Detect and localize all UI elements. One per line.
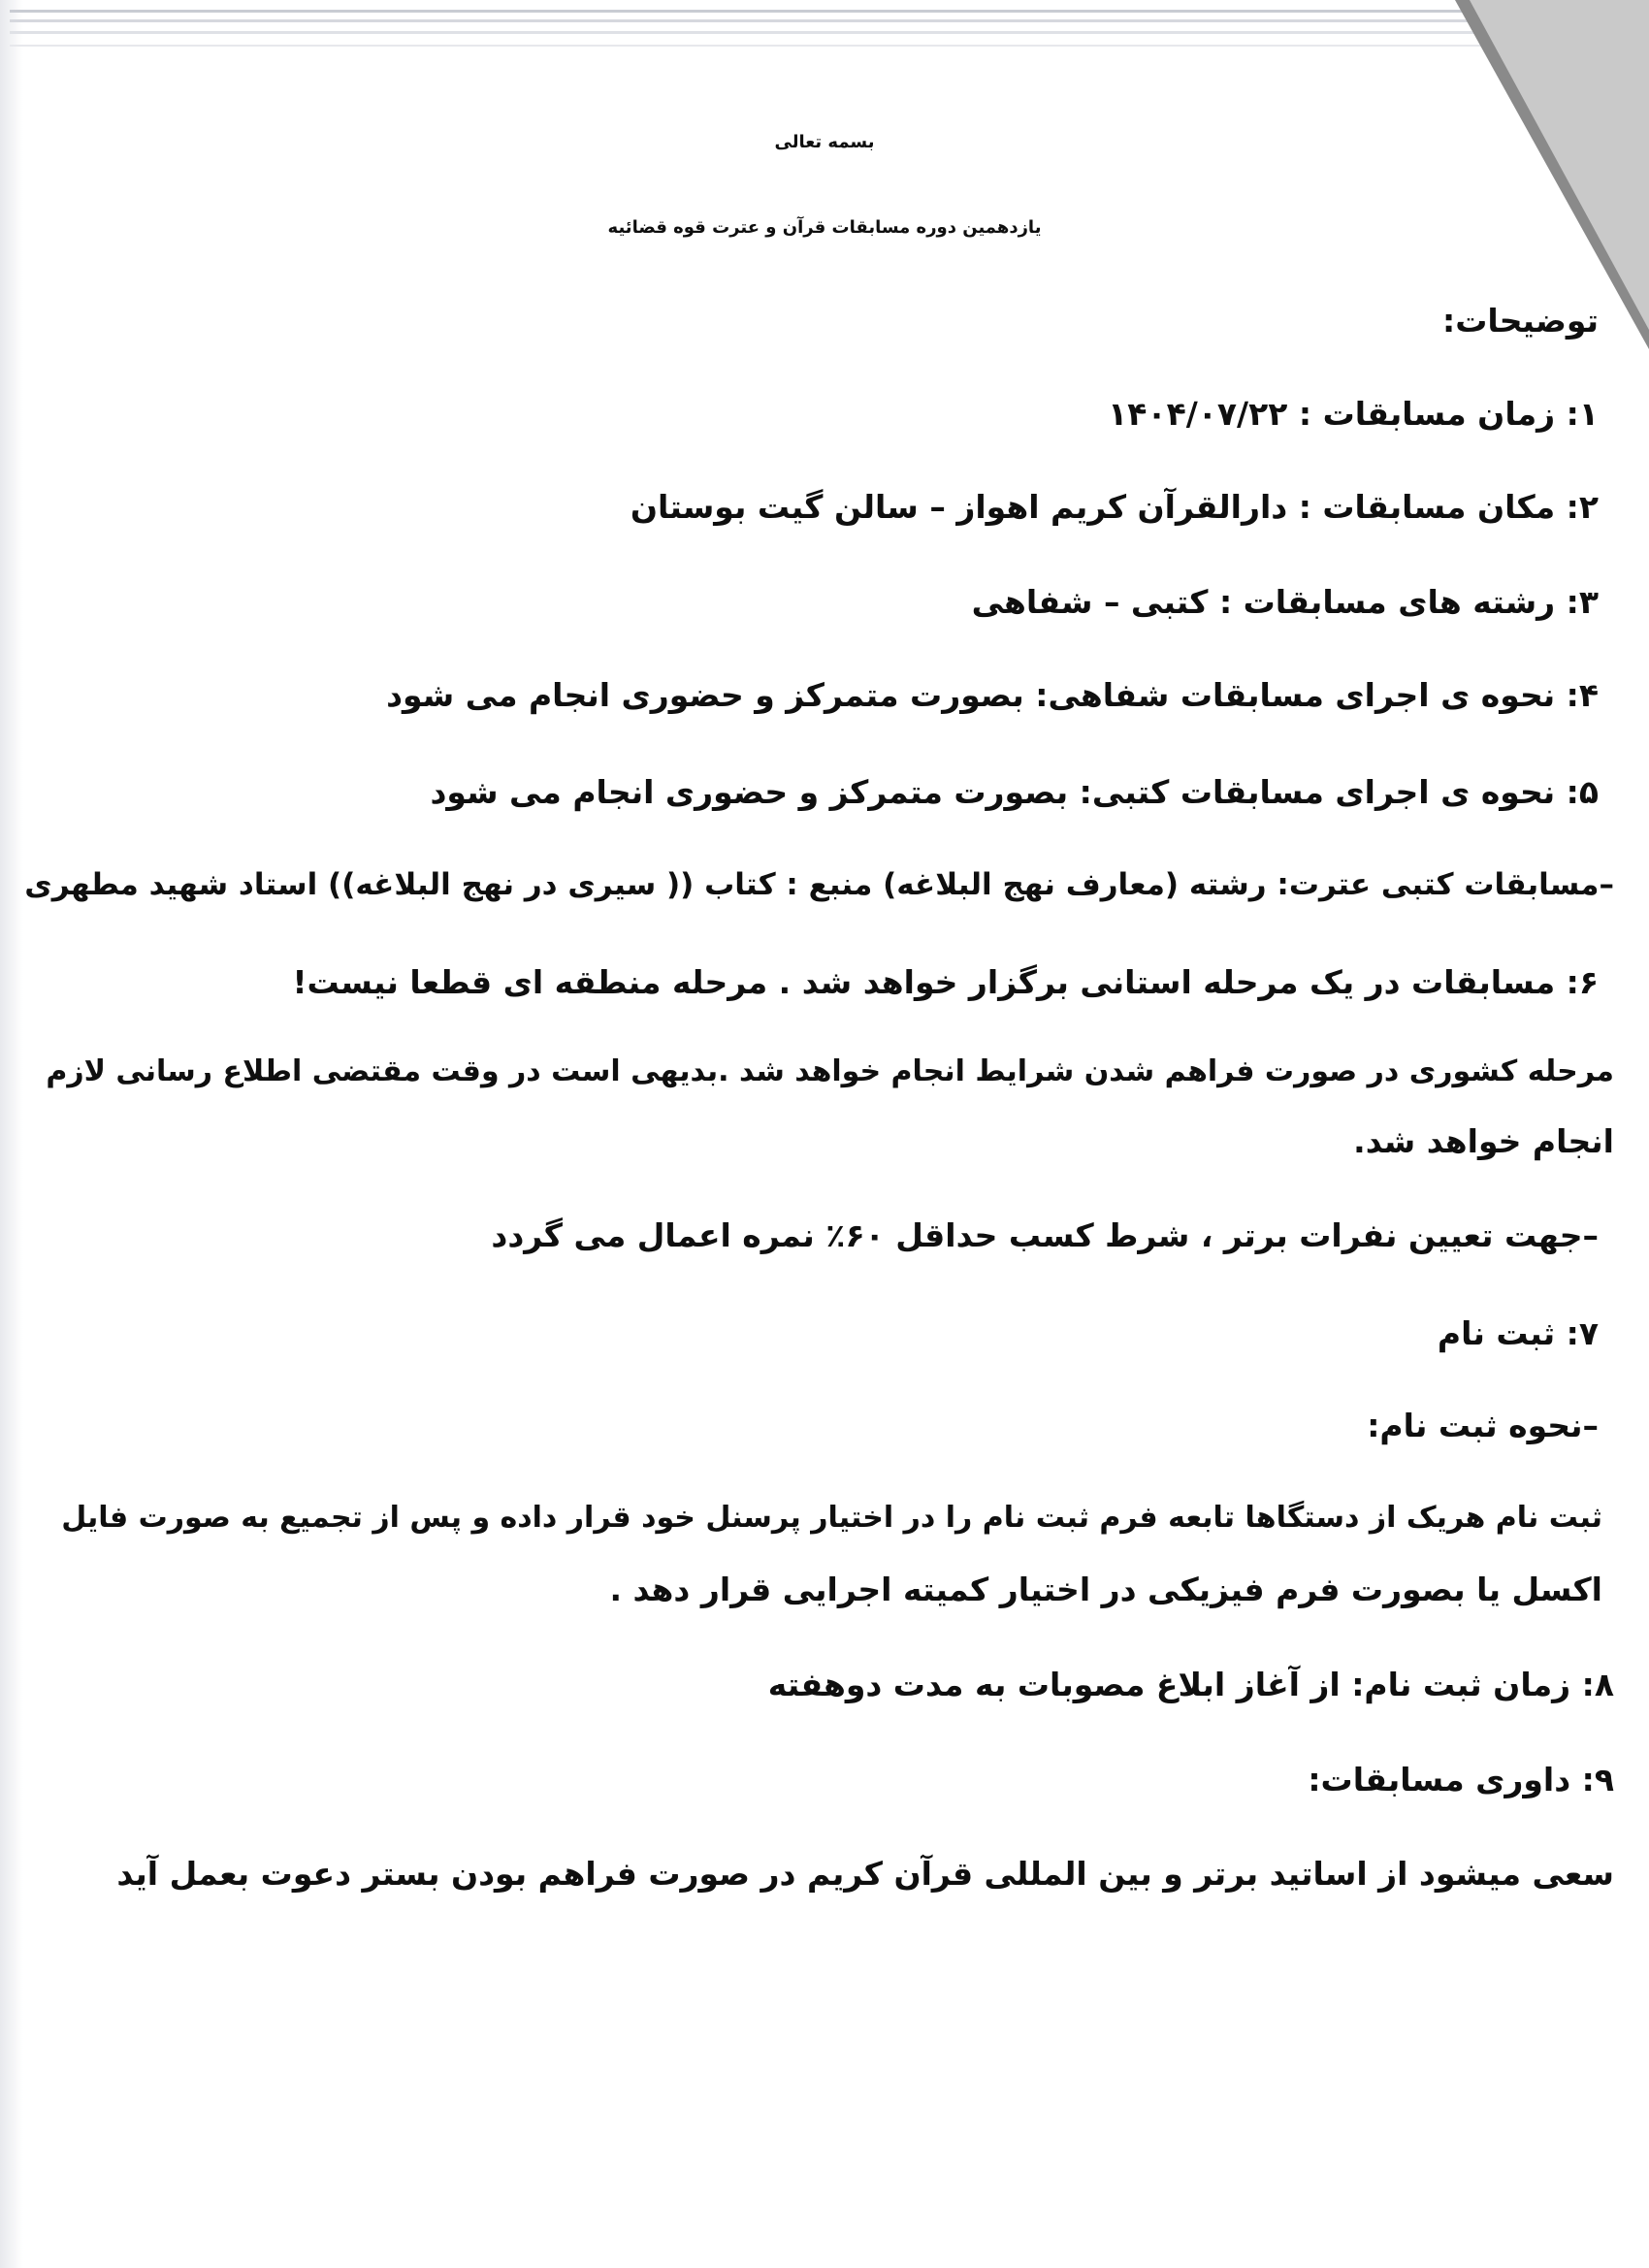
item-5-note-written-source: –مسابقات کتبی عترت: رشته (معارف نهج البلاغه) منبع : کتاب (( سیری در نهج البلاغه)) استاد شهید مطهری: [24, 867, 1614, 902]
item-4-oral-method: ۴: نحوه ی اجرای مسابقات شفاهی: بصورت متمرکز و حضوری انجام می شود: [386, 676, 1599, 714]
item-5-written-method: ۵: نحوه ی اجرای مسابقات کتبی: بصورت متمرکز و حضوری انجام می شود: [430, 773, 1599, 811]
item-6-national-stage: مرحله کشوری در صورت فراهم شدن شرایط انجام خواهد شد .بدیهی است در وقت مقتضی اطلاع رسانی لازم: [46, 1054, 1614, 1088]
item-2-location: ۲: مکان مسابقات : دارالقرآن کریم اهواز – سالن گیت بوستان: [630, 488, 1599, 526]
page-stack-edge: [10, 19, 1542, 22]
item-1-date: ۱: زمان مسابقات : ۱۴۰۴/۰۷/۲۲: [1108, 395, 1599, 433]
document-title: یازدهمین دوره مسابقات قرآن و عترت قوه قضائیه: [607, 217, 1042, 238]
page-left-shadow: [0, 0, 23, 2268]
folded-corner-inner: [1470, 0, 1649, 330]
item-6-stage: ۶: مسابقات در یک مرحله استانی برگزار خواهد شد . مرحله منطقه ای قطعا نیست!: [292, 963, 1599, 1001]
item-7-registration-body: ثبت نام هریک از دستگاها تابعه فرم ثبت نام را در اختیار پرسنل خود قرار داده و پس از تجمیع به صورت فایل: [61, 1501, 1602, 1535]
item-9-judging-body: سعی میشود از اساتید برتر و بین المللی قرآن کریم در صورت فراهم بودن بستر دعوت بعمل آید: [116, 1855, 1614, 1893]
page-stack-edge: [10, 10, 1542, 13]
item-7-registration-body-cont: اکسل یا بصورت فرم فیزیکی در اختیار کمیته اجرایی قرار دهد .: [609, 1571, 1602, 1608]
page-stack-edge: [10, 45, 1542, 47]
basmala-heading: بسمه تعالی: [774, 132, 875, 152]
explanations-heading: توضیحات:: [1442, 302, 1599, 340]
item-7-registration: ۷: ثبت نام: [1437, 1314, 1599, 1352]
item-6-national-stage-cont: انجام خواهد شد.: [1353, 1122, 1614, 1160]
page-stack-edge: [10, 31, 1542, 34]
item-3-categories: ۳: رشته های مسابقات : کتبی – شفاهی: [971, 583, 1599, 621]
item-6-note-score: –جهت تعیین نفرات برتر ، شرط کسب حداقل ۶۰٪ نمره اعمال می گردد: [491, 1216, 1599, 1254]
item-9-judging: ۹: داوری مسابقات:: [1308, 1761, 1614, 1798]
item-7-registration-method: –نحوه ثبت نام:: [1367, 1407, 1599, 1444]
item-8-registration-time: ۸: زمان ثبت نام: از آغاز ابلاغ مصوبات به مدت دوهفته: [767, 1666, 1614, 1703]
